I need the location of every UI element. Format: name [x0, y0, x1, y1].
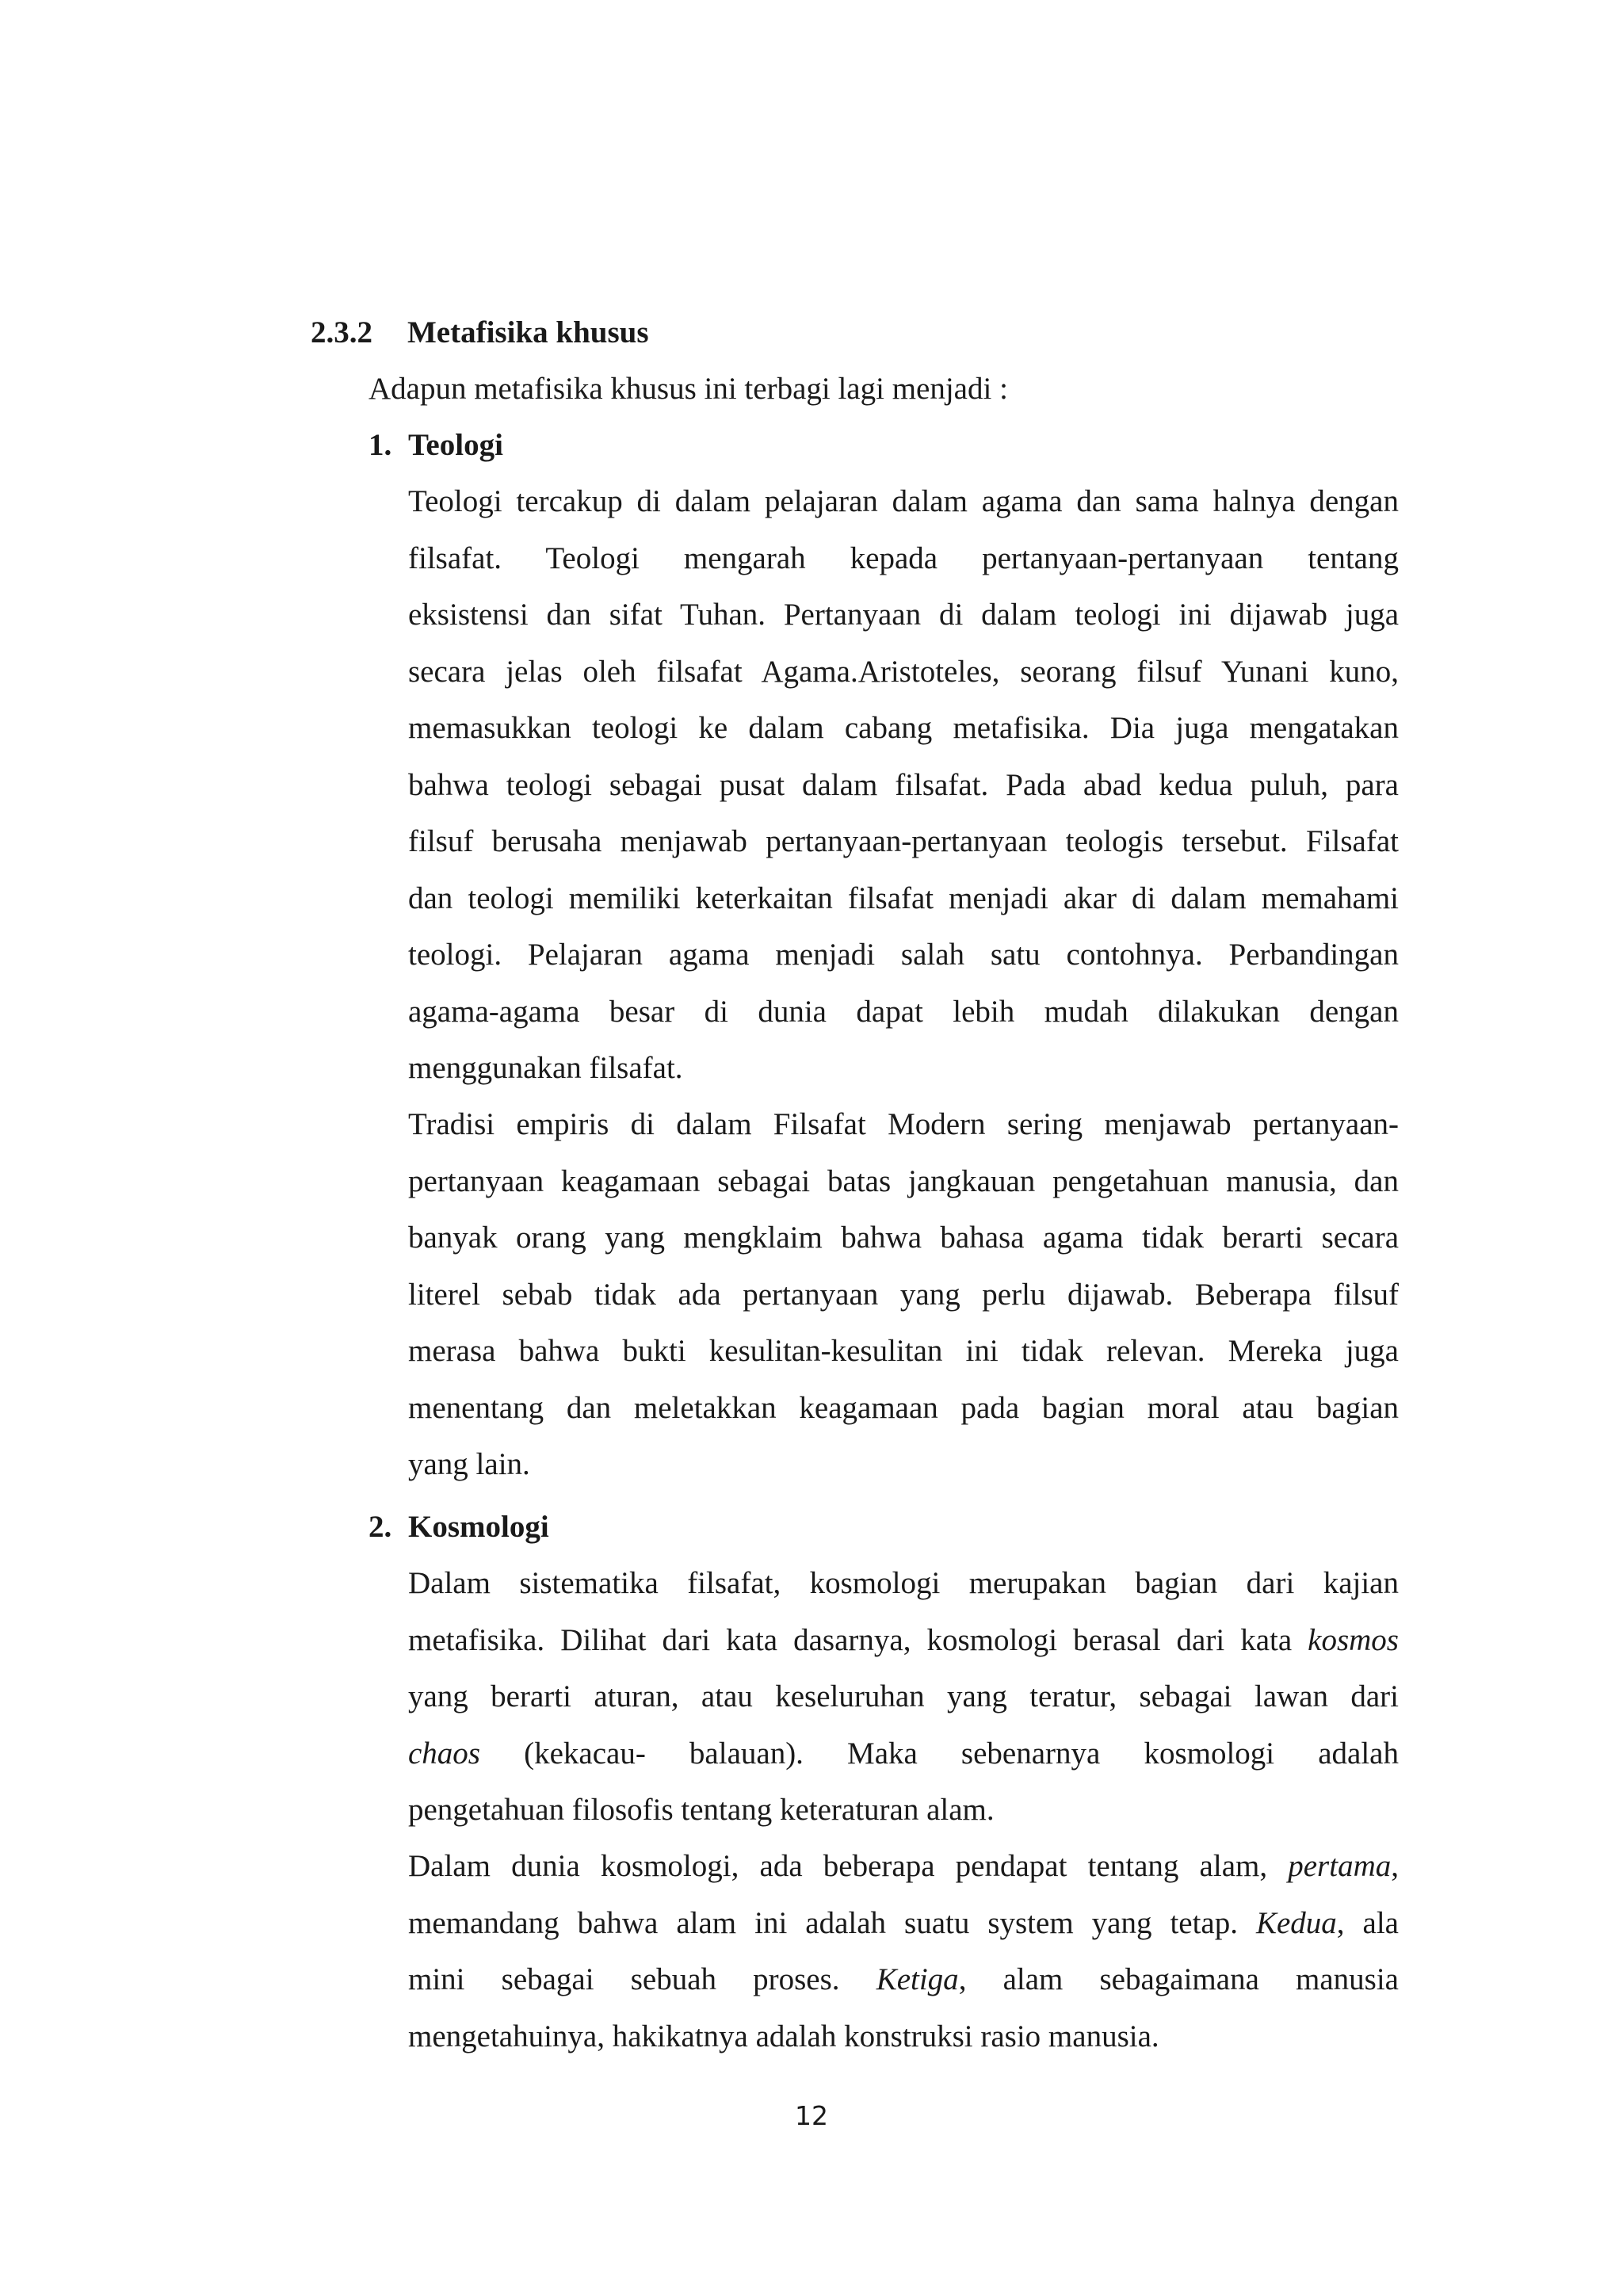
- text-line: pengetahuan filosofis tentang keteraturan alam.: [408, 1793, 995, 1827]
- text-line: [408, 1951, 1399, 2008]
- text-run: , alam sebagaimana manusia: [958, 1962, 1399, 1996]
- text-line: memasukkan teologi ke dalam cabang metafisika. Dia juga mengatakan: [408, 711, 1399, 745]
- text-run: ,: [1391, 1849, 1399, 1883]
- text-line: literel sebab tidak ada pertanyaan yang perlu dijawab. Beberapa filsuf: [408, 1277, 1399, 1312]
- subsection-title: Teologi: [408, 428, 503, 462]
- italic-term: kosmos: [1308, 1622, 1399, 1657]
- subsection-number: 2.: [369, 1510, 392, 1544]
- text-line: menggunakan filsafat.: [408, 1051, 683, 1085]
- paragraph-teologi-2: [408, 1096, 1399, 1493]
- subsection-number: 1.: [369, 428, 392, 462]
- text-run: , ala: [1336, 1905, 1399, 1940]
- text-run: memandang bahwa alam ini adalah suatu system yang tetap.: [408, 1905, 1256, 1940]
- text-line: secara jelas oleh filsafat Agama.Aristoteles, seorang filsuf Yunani kuno,: [408, 654, 1399, 689]
- text-line: teologi. Pelajaran agama menjadi salah satu contohnya. Perbandingan: [408, 938, 1399, 972]
- text-line: yang lain.: [408, 1447, 530, 1481]
- italic-term: chaos: [408, 1736, 480, 1771]
- text-line: [408, 1895, 1399, 1952]
- paragraph-kosmologi-1: [408, 1555, 1399, 1839]
- section-heading: [311, 309, 649, 357]
- section-number: 2.3.2: [311, 315, 372, 350]
- subsection-title: Kosmologi: [408, 1510, 549, 1544]
- text-line: merasa bahwa bukti kesulitan-kesulitan ini tidak relevan. Mereka juga: [408, 1334, 1399, 1368]
- text-line: [408, 1838, 1399, 1895]
- text-line: agama-agama besar di dunia dapat lebih mudah dilakukan dengan: [408, 994, 1399, 1029]
- text-line: Teologi tercakup di dalam pelajaran dalam agama dan sama halnya dengan: [408, 484, 1399, 518]
- text-line: banyak orang yang mengklaim bahwa bahasa agama tidak berarti secara: [408, 1221, 1399, 1255]
- text-line: [408, 1612, 1399, 1669]
- text-line: bahwa teologi sebagai pusat dalam filsafat. Pada abad kedua puluh, para: [408, 767, 1399, 802]
- text-line: pertanyaan keagamaan sebagai batas jangkauan pengetahuan manusia, dan: [408, 1163, 1399, 1198]
- paragraph-kosmologi-2: [408, 1838, 1399, 2065]
- subsection-heading-kosmologi: [369, 1503, 549, 1551]
- page-number: 12: [795, 2100, 828, 2131]
- text-run: Dalam dunia kosmologi, ada beberapa pendapat tentang alam,: [408, 1849, 1289, 1883]
- text-line: yang berarti aturan, atau keseluruhan yang teratur, sebagai lawan dari: [408, 1679, 1399, 1713]
- italic-term: Ketiga: [876, 1962, 959, 1996]
- text-run: mini sebagai sebuah proses.: [408, 1962, 876, 1996]
- text-line: filsuf berusaha menjawab pertanyaan-pertanyaan teologis tersebut. Filsafat: [408, 824, 1399, 858]
- subsection-heading-teologi: [369, 422, 503, 469]
- text-line: menentang dan meletakkan keagamaan pada bagian moral atau bagian: [408, 1390, 1399, 1425]
- italic-term: pertama: [1288, 1849, 1392, 1883]
- text-run: (kekacau- balauan). Maka sebenarnya kosmologi adalah: [480, 1736, 1399, 1771]
- text-line: Dalam sistematika filsafat, kosmologi merupakan bagian dari kajian: [408, 1566, 1399, 1600]
- text-line: mengetahuinya, hakikatnya adalah konstruksi rasio manusia.: [408, 2019, 1159, 2053]
- text-line: eksistensi dan sifat Tuhan. Pertanyaan di dalam teologi ini dijawab juga: [408, 598, 1399, 632]
- italic-term: Kedua: [1255, 1905, 1337, 1940]
- text-run: metafisika. Dilihat dari kata dasarnya, kosmologi berasal dari kata: [408, 1622, 1308, 1657]
- text-line: filsafat. Teologi mengarah kepada pertanyaan-pertanyaan tentang: [408, 541, 1399, 575]
- section-intro: Adapun metafisika khusus ini terbagi lagi menjadi :: [369, 372, 1008, 406]
- text-line: dan teologi memiliki keterkaitan filsafat menjadi akar di dalam memahami: [408, 881, 1399, 915]
- text-line: [408, 1725, 1399, 1782]
- section-title: Metafisika khusus: [407, 315, 649, 350]
- text-line: Tradisi empiris di dalam Filsafat Modern sering menjawab pertanyaan-: [408, 1107, 1399, 1141]
- paragraph-teologi-1: [408, 473, 1399, 1097]
